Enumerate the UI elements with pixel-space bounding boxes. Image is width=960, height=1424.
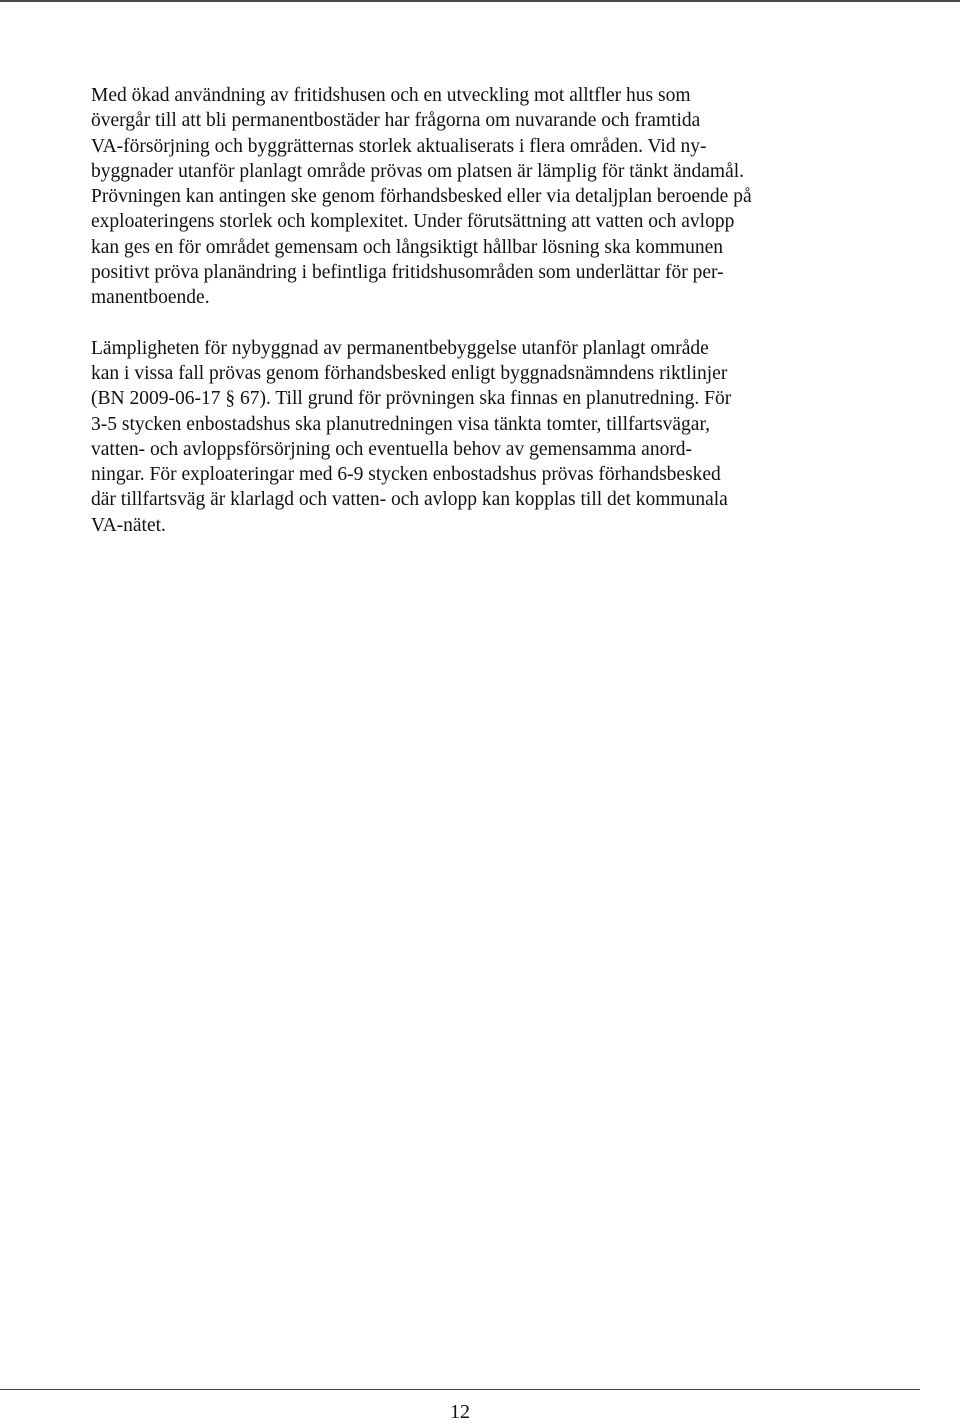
- text-line: Prövningen kan antingen ske genom förhandsbesked eller via detaljplan beroende på: [91, 186, 752, 208]
- text-line: VA-försörjning och byggrätternas storlek aktualiserats i flera områden. Vid ny-: [91, 135, 707, 157]
- document-body: [91, 83, 851, 538]
- paragraph-1: [91, 83, 851, 311]
- text-line: Lämpligheten för nybyggnad av permanentbebyggelse utanför planlagt område: [91, 337, 709, 359]
- text-line: byggnader utanför planlagt område prövas om platsen är lämplig för tänkt ändamål.: [91, 160, 745, 182]
- footer-divider: [0, 1389, 920, 1390]
- page-number: 12: [450, 1401, 470, 1423]
- text-line: kan ges en för området gemensam och långsiktigt hållbar lösning ska kommunen: [91, 236, 723, 258]
- text-line: exploateringens storlek och komplexitet. Under förutsättning att vatten och avlopp: [91, 211, 735, 233]
- text-line: Med ökad användning av fritidshusen och en utveckling mot alltfler hus som: [91, 85, 691, 106]
- text-line: vatten- och avloppsförsörjning och eventuella behov av gemensamma anord-: [91, 438, 693, 460]
- text-line: kan i vissa fall prövas genom förhandsbesked enligt byggnadsnämndens riktlinjer: [91, 362, 728, 384]
- paragraph-spacing: [91, 311, 851, 336]
- text-line: övergår till att bli permanentbostäder har frågorna om nuvarande och framtida: [91, 110, 701, 132]
- paragraph-2: [91, 336, 851, 538]
- text-line: positivt pröva planändring i befintliga fritidshusområden som underlättar för per-: [91, 262, 724, 284]
- text-line: ningar. För exploateringar med 6-9 stycken enbostadshus prövas förhandsbesked: [91, 464, 721, 486]
- text-line: manentboende.: [91, 287, 210, 309]
- text-line: där tillfartsväg är klarlagd och vatten- och avlopp kan kopplas till det kommunala: [91, 489, 728, 511]
- text-line: 3-5 stycken enbostadshus ska planutredningen visa tänkta tomter, tillfartsvägar,: [91, 413, 711, 435]
- text-line: (BN 2009-06-17 § 67). Till grund för prövningen ska finnas en planutredning. För: [91, 388, 732, 410]
- text-line: VA-nätet.: [91, 514, 166, 536]
- top-border-line: [0, 0, 960, 2]
